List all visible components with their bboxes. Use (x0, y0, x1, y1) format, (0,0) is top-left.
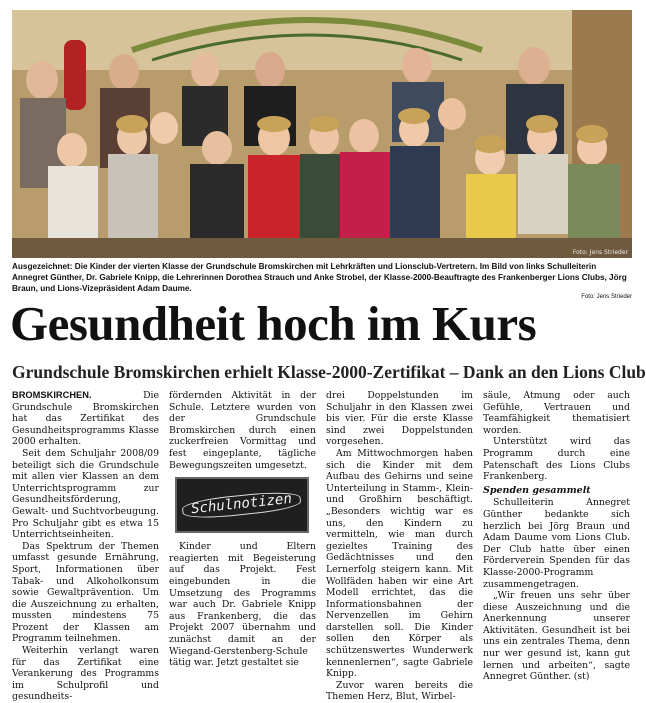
paragraph: fördernden Aktivität in der Schule. Letztere wurden von der Grundschule Bromskirchen durch einen zuckerfreien Vormittag und fest eingeplante, tägliche Bewegungszeiten umgesetzt. (169, 390, 316, 471)
paragraph: Das Spektrum der Themen umfasst gesunde Ernährung, Sport, Informationen über Tabak- und Alkoholkonsum sowie Gewaltprävention. Um die Auszeichnung zu erhalten, mussten mindestens 75 Prozent der Klassen am Programm teilnehmen. (12, 540, 159, 645)
paragraph: Schulleiterin Annegret Günther bedankte sich herzlich bei Jörg Braun und Adam Daume vom Lions Club. Der Club hatte über einen Förderverein Spenden für das Klasse-2000-Programm zusammengetragen. (483, 497, 630, 590)
paragraph: Die Grundschule Bromskirchen hat das Zertifikat des Gesundheitsprogramms Klasse 2000 erhalten. (12, 390, 159, 448)
photo-illustration (12, 10, 632, 258)
caption-credit: Foto: Jens Strieder (581, 294, 632, 300)
photo-caption (12, 261, 632, 301)
caption-text: Die Kinder der vierten Klasse der Grundschule Bromskirchen mit Lehrkräften und Lionsclub-Vertretern. Im Bild von links Schulleiterin Annegret Günther, Dr. Gabriele Knipp, die Lehrerinnen Dorothea Strauch und Anke Strobel, der Klasse-2000-Beauftragte des Frankenberger Lions Clubs, Jörg Braun, und Lions-Vizepräsident Adam Daume. (12, 262, 627, 293)
schulnotizen-logo (175, 477, 309, 533)
article-column-3 (326, 390, 473, 703)
article-column-2 (169, 390, 316, 692)
paragraph: Seit dem Schuljahr 2008/09 beteiligt sich die Grundschule mit allen vier Klassen an dem Unterrichtsprogramm zur Gesundheitsförderung, Gewalt- und Suchtvorbeugung. Pro Schuljahr gibt es etwa 15 Unterrichtseinheiten. (12, 447, 159, 541)
caption-lead: Ausgezeichnet: (12, 262, 73, 271)
board-text: Schulnotizen (182, 489, 303, 521)
paragraph: Zuvor waren bereits die Themen Herz, Blut, Wirbel- (326, 679, 473, 703)
section-subhead: Spenden gesammelt (483, 484, 591, 496)
dateline: BROMSKIRCHEN. (12, 390, 92, 400)
subheadline: Grundschule Bromskirchen erhielt Klasse-2000-Zertifikat – Dank an den Lions Club (12, 362, 646, 382)
headline: Gesundheit hoch im Kurs (10, 296, 537, 351)
photo-credit-overlay: Foto: Jens Strieder (572, 249, 628, 256)
paragraph: säule, Atmung oder auch Gefühle, Vertrauen und Teamfähigkeit thematisiert worden. (483, 390, 630, 436)
paragraph: Unterstützt wird das Programm durch eine Patenschaft des Lions Clubs Frankenberg. (483, 436, 630, 483)
paragraph: drei Doppelstunden im Schuljahr in den Klassen zwei bis vier. Für die erste Klasse sind zwei Doppelstunden vorgesehen. (326, 390, 473, 448)
paragraph: Kinder und Eltern reagierten mit Begeisterung auf das Projekt. Fest eingebunden in die Umsetzung des Programms war auch Dr. Gabriele Knipp aus Frankenberg, die das Projekt 2007 übernahm und zunächst damit an der Wiegand-Gerstenberg-Schule tätig war. Jetzt gestaltet sie (169, 541, 316, 669)
group-photo (12, 10, 632, 258)
paragraph: „Wir freuen uns sehr über diese Auszeichnung und die Anerkennung unserer Aktivitäten. Gesundheit ist bei uns ein zentrales Thema, denn nur wer gesund ist, kann gut lernen und arbeiten“, sagte Annegret Günther. (st) (483, 590, 630, 683)
article-column-1 (12, 390, 159, 703)
paragraph: Weiterhin verlangt waren für das Zertifikat eine Verankerung des Programms im Schulprofil und gesundheits- (12, 645, 159, 703)
article-body (12, 390, 632, 703)
paragraph: Am Mittwochmorgen haben sich die Kinder mit dem Aufbau des Gehirns und seine Unterteilung in Stamm-, Klein- und Großhirn beschäftigt. „Besonders wichtig war es uns, den Kindern zu vermitteln, wie man durch gezieltes Training des Gedächtnisses und den Lernerfolg steigern kann. Mit Wollfäden haben wir eine Art Modell errichtet, das die Informationsbahnen der Nervenzellen im Gehirn darstellen soll. Die Kinder sollen den Körper als schützenswertes Wunderwerk kennenlernen“, sagte Gabriele Knipp. (326, 447, 473, 680)
article-column-4 (483, 390, 630, 692)
